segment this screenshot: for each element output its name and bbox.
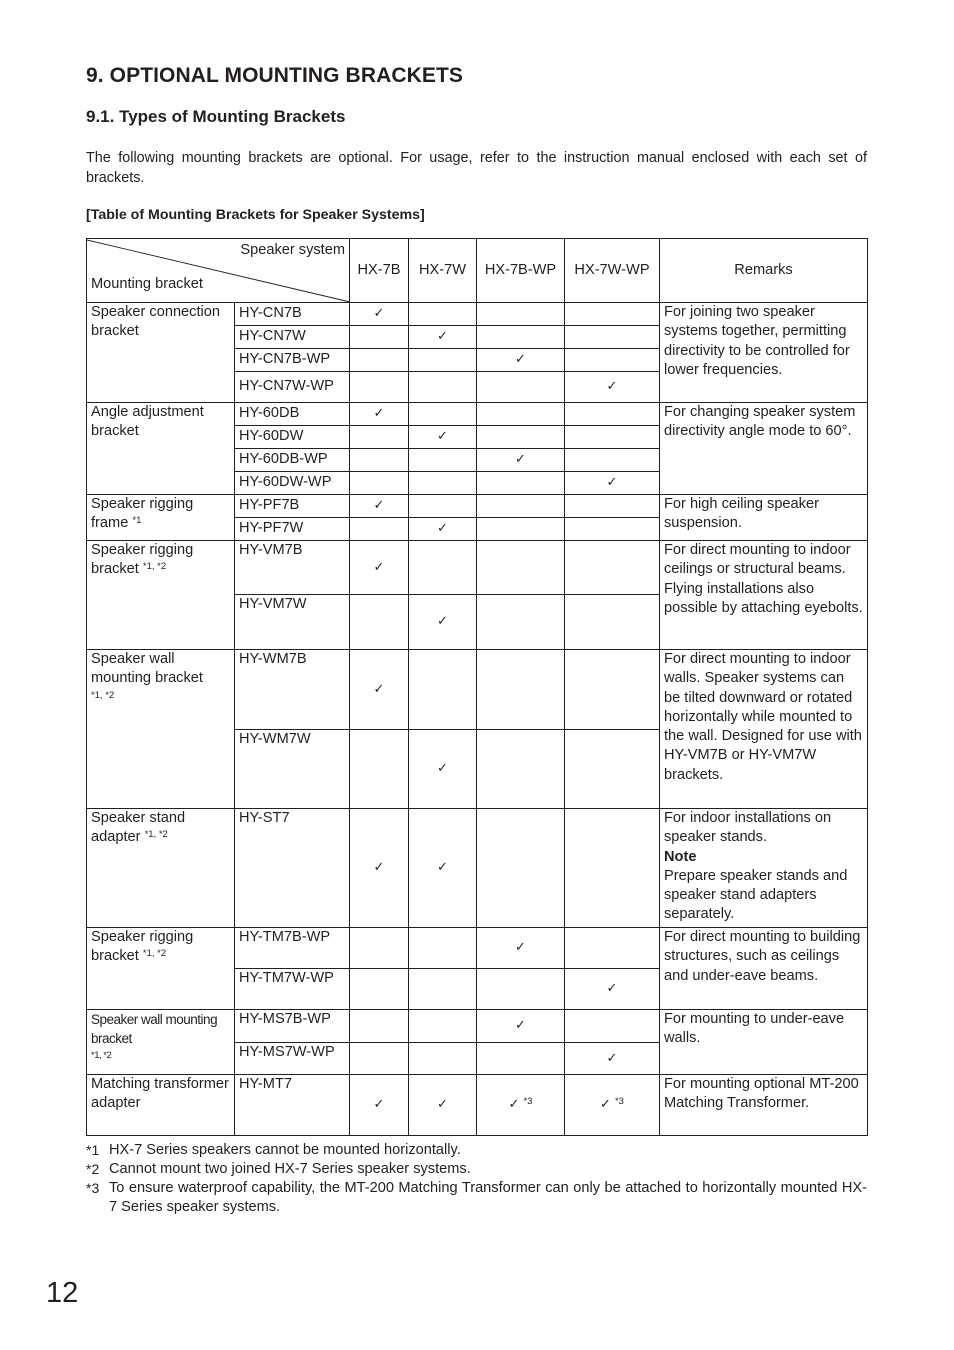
header-mounting-bracket: Mounting bracket	[91, 275, 203, 292]
model-name: HY-PF7W	[235, 518, 350, 541]
column-header-hx-7w-wp: HX-7W-WP	[565, 239, 660, 303]
remarks-cell	[660, 809, 868, 928]
footnote-mark: *2	[86, 1161, 100, 1177]
bracket-name: Speaker rigging bracket	[91, 542, 194, 578]
table-caption: [Table of Mounting Brackets for Speaker Systems]	[86, 207, 425, 223]
check-mark: ✓	[373, 559, 385, 575]
remarks-text: For indoor installations on speaker stands.	[664, 810, 832, 846]
bracket-note: *1, *2	[142, 561, 167, 573]
check-mark: ✓	[606, 981, 618, 997]
check-mark: ✓	[437, 860, 448, 876]
model-name: HY-CN7W	[235, 326, 350, 349]
check-mark: ✓	[373, 860, 385, 876]
model-name: HY-60DW-WP	[235, 472, 350, 495]
check-mark: ✓	[515, 452, 526, 468]
bracket-name: Speaker rigging frame	[91, 496, 194, 532]
bracket-name-cell	[87, 809, 235, 928]
model-name: HY-60DB-WP	[235, 449, 350, 472]
model-name: HY-MS7B-WP	[235, 1010, 350, 1043]
check-mark: ✓	[515, 352, 526, 368]
column-header-remarks: Remarks	[660, 239, 868, 303]
model-name: HY-ST7	[235, 809, 350, 928]
bracket-name-cell	[87, 541, 235, 650]
bracket-note: *1, *2	[91, 689, 115, 701]
header-speaker-system: Speaker system	[240, 242, 345, 258]
remarks-note-label: Note	[664, 848, 697, 865]
footnote-mark: *3	[86, 1180, 100, 1196]
remarks-text: For mounting to under-eave walls.	[660, 1010, 868, 1075]
check-mark: ✓	[606, 1050, 618, 1066]
footnote-text: To ensure waterproof capability, the MT-200 Matching Transformer can only be attached to horizontally mounted HX-7 Series speaker systems.	[109, 1180, 867, 1216]
page-number: 12	[46, 1277, 79, 1309]
bracket-name: Speaker rigging bracket	[91, 929, 194, 965]
remarks-text: For direct mounting to building structures, such as ceilings and under-eave beams.	[660, 928, 868, 1010]
table-row	[87, 928, 868, 969]
model-name: HY-WM7W	[235, 730, 350, 809]
bracket-name-cell	[87, 1010, 235, 1075]
remarks-text: For direct mounting to indoor ceilings or structural beams. Flying installations also possible by attaching eyebolts.	[660, 541, 868, 650]
model-name: HY-TM7W-WP	[235, 969, 350, 1010]
bracket-name: Speaker stand adapter	[91, 810, 186, 846]
remarks-note: Prepare speaker stands and speaker stand adapters separately.	[664, 867, 848, 923]
check-mark: ✓	[606, 475, 618, 491]
model-name: HY-PF7B	[235, 495, 350, 518]
footnote-mark: *1	[86, 1142, 100, 1158]
check-mark: ✓	[373, 1097, 385, 1113]
footnote	[86, 1160, 867, 1179]
bracket-name-cell	[87, 650, 235, 809]
check-note: *3	[523, 1096, 533, 1108]
model-name: HY-60DW	[235, 426, 350, 449]
model-name: HY-TM7B-WP	[235, 928, 350, 969]
table-row	[87, 809, 868, 928]
bracket-name-cell	[87, 495, 235, 541]
check-mark: ✓	[437, 329, 448, 345]
footnote	[86, 1179, 867, 1218]
model-name: HY-MS7W-WP	[235, 1043, 350, 1075]
check-mark: ✓	[515, 940, 526, 956]
table-row	[87, 1010, 868, 1043]
remarks-text: For joining two speaker systems together, permitting directivity to be controlled for lower frequencies.	[660, 303, 868, 403]
remarks-text: For high ceiling speaker suspension.	[660, 495, 868, 541]
check-mark: ✓	[437, 521, 448, 537]
check-mark: ✓	[373, 406, 385, 422]
model-name: HY-VM7B	[235, 541, 350, 595]
bracket-name: Speaker connection bracket	[87, 303, 235, 403]
remarks-text: For changing speaker system directivity angle mode to 60°.	[660, 403, 868, 495]
footnote-text: HX-7 Series speakers cannot be mounted horizontally.	[109, 1142, 461, 1158]
check-mark: ✓	[373, 681, 385, 697]
bracket-name: Matching transformer adapter	[87, 1075, 235, 1136]
section-title: 9. OPTIONAL MOUNTING BRACKETS	[86, 64, 464, 87]
model-name: HY-WM7B	[235, 650, 350, 730]
check-mark: ✓	[515, 1018, 526, 1034]
bracket-name: Angle adjustment bracket	[87, 403, 235, 495]
bracket-note: *1, *2	[144, 829, 168, 841]
bracket-note: *1	[132, 515, 142, 527]
remarks-text: For direct mounting to indoor walls. Speaker systems can be tilted downward or rotated horizontally while mounted to the wall. Designed for use with HY-VM7B or HY-VM7W brackets.	[660, 650, 868, 809]
column-header-hx-7w: HX-7W	[409, 239, 477, 303]
model-name: HY-CN7W-WP	[235, 372, 350, 403]
footnote-text: Cannot mount two joined HX-7 Series speaker systems.	[109, 1161, 471, 1177]
table-row	[87, 403, 868, 426]
remarks-text: For mounting optional MT-200 Matching Transformer.	[660, 1075, 868, 1136]
model-name: HY-CN7B-WP	[235, 349, 350, 372]
bracket-note: *1, *2	[142, 948, 167, 960]
bracket-name: Speaker wall mounting bracket	[91, 651, 203, 687]
check-mark: ✓	[437, 761, 448, 777]
table-header-row	[87, 239, 868, 303]
check-mark: ✓	[437, 429, 448, 445]
check-mark: ✓	[437, 614, 448, 630]
check-mark: ✓	[606, 379, 618, 395]
model-name: HY-60DB	[235, 403, 350, 426]
column-header-hx-7b: HX-7B	[350, 239, 409, 303]
bracket-name: Speaker wall mounting bracket	[91, 1012, 218, 1046]
mounting-bracket-table	[86, 238, 868, 1136]
check-mark: ✓	[373, 306, 385, 322]
intro-paragraph: The following mounting brackets are optional. For usage, refer to the instruction manual enclosed with each set of brackets.	[86, 150, 867, 186]
column-header-hx-7b-wp: HX-7B-WP	[477, 239, 565, 303]
table-row	[87, 541, 868, 595]
bracket-name-cell	[87, 928, 235, 1010]
model-name: HY-CN7B	[235, 303, 350, 326]
table-row	[87, 1075, 868, 1136]
header-diagonal-cell	[87, 239, 350, 303]
check-mark: ✓	[373, 498, 385, 514]
check-note: *3	[614, 1096, 624, 1108]
table-row	[87, 495, 868, 518]
table-row	[87, 650, 868, 730]
check-mark: ✓	[600, 1097, 611, 1113]
model-name: HY-MT7	[235, 1075, 350, 1136]
bracket-note: *1, *2	[91, 1050, 112, 1061]
subsection-title: 9.1. Types of Mounting Brackets	[86, 107, 346, 126]
check-mark: ✓	[437, 1097, 448, 1113]
model-name: HY-VM7W	[235, 595, 350, 650]
footnote	[86, 1141, 867, 1160]
check-mark: ✓	[508, 1097, 520, 1113]
table-row	[87, 303, 868, 326]
